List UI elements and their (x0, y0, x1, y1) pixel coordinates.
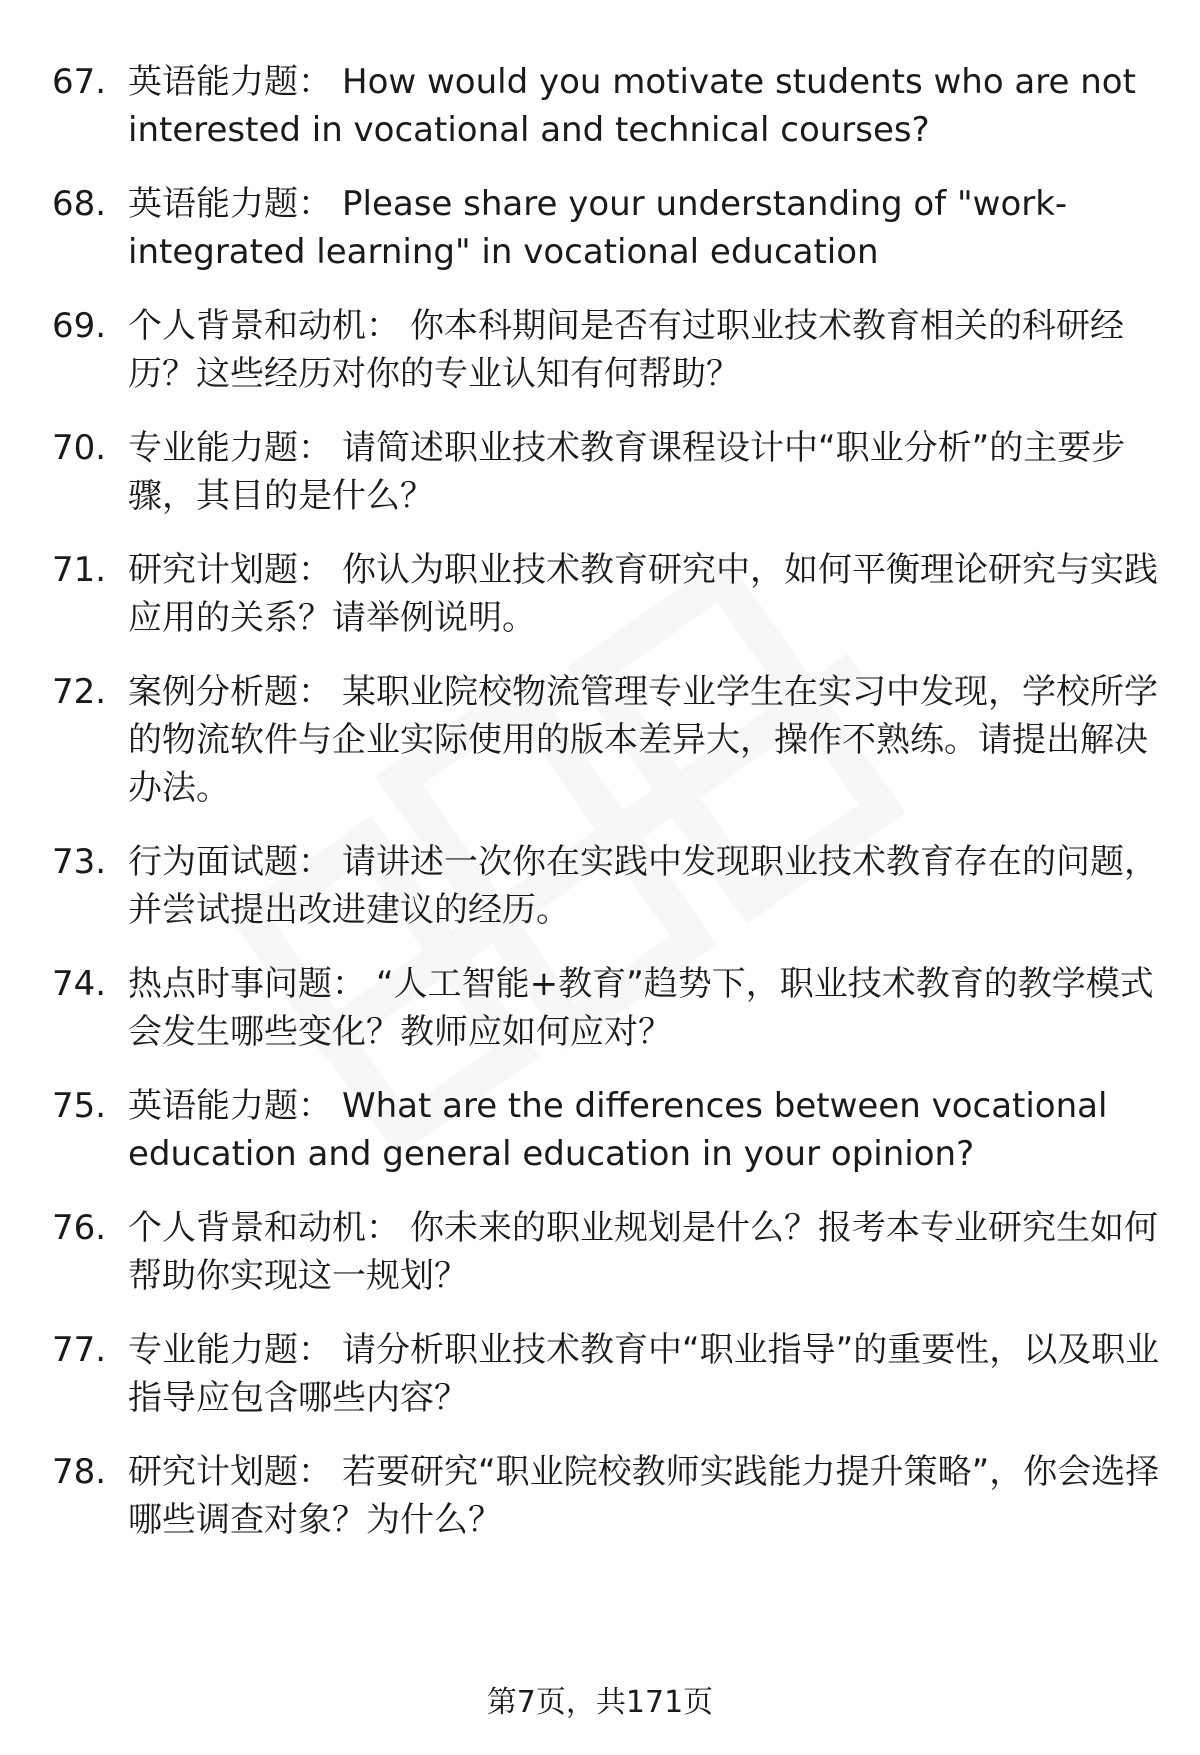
question-category: 英语能力题： (128, 62, 332, 102)
question-category: 专业能力题： (128, 1330, 332, 1370)
question-text: 你认为职业技术教育研究中，如何平衡理论研究与实践应用的关系？请举例说明。 (128, 550, 1158, 638)
question-number: 78. (52, 1452, 107, 1492)
question-text: 请分析职业技术教育中“职业指导”的重要性，以及职业指导应包含哪些内容？ (128, 1330, 1160, 1418)
question-number: 73. (52, 842, 107, 882)
question-category: 研究计划题： (128, 1452, 332, 1492)
question-text: “人工智能+教育”趋势下，职业技术教育的教学模式会发生哪些变化？教师应如何应对？ (128, 964, 1154, 1052)
list-item (0, 1082, 1200, 1178)
list-item (0, 180, 1200, 276)
list-item (0, 960, 1200, 1056)
question-text: 你未来的职业规划是什么？报考本专业研究生如何帮助你实现这一规划？ (128, 1208, 1158, 1296)
question-text: Please share your understanding of "work-integrated learning" in vocational education (128, 184, 1068, 272)
question-text: 请简述职业技术教育课程设计中“职业分析”的主要步骤，其目的是什么？ (128, 428, 1126, 516)
page-indicator: 第7页，共171页 (486, 1685, 714, 1720)
question-number: 69. (52, 306, 107, 346)
question-category: 案例分析题： (128, 672, 332, 712)
question-number: 67. (52, 62, 107, 102)
question-number: 71. (52, 550, 107, 590)
question-number: 77. (52, 1330, 107, 1370)
question-text: How would you motivate students who are not interested in vocational and technical courses? (128, 62, 1136, 150)
question-category: 研究计划题： (128, 550, 332, 590)
question-category: 行为面试题： (128, 842, 332, 882)
question-text: 请讲述一次你在实践中发现职业技术教育存在的问题，并尝试提出改进建议的经历。 (128, 842, 1158, 930)
list-item (0, 302, 1200, 398)
question-text: 你本科期间是否有过职业技术教育相关的科研经历？这些经历对你的专业认知有何帮助？ (128, 306, 1124, 394)
question-text: 某职业院校物流管理专业学生在实习中发现，学校所学的物流软件与企业实际使用的版本差异大，操作不熟练。请提出解决办法。 (128, 672, 1158, 808)
question-number: 75. (52, 1086, 107, 1126)
question-number: 72. (52, 672, 107, 712)
question-category: 专业能力题： (128, 428, 332, 468)
question-category: 热点时事问题： (128, 964, 366, 1004)
question-text: What are the differences between vocational education and general education in your opinion? (128, 1086, 1108, 1174)
list-item (0, 1448, 1200, 1544)
question-category: 个人背景和动机： (128, 306, 400, 346)
list-item (0, 546, 1200, 642)
list-item (0, 424, 1200, 520)
question-number: 74. (52, 964, 107, 1004)
question-list (0, 58, 1200, 1570)
question-number: 68. (52, 184, 107, 224)
list-item (0, 838, 1200, 934)
list-item (0, 668, 1200, 812)
question-category: 英语能力题： (128, 184, 332, 224)
list-item (0, 1204, 1200, 1300)
question-number: 70. (52, 428, 107, 468)
question-category: 英语能力题： (128, 1086, 332, 1126)
list-item (0, 58, 1200, 154)
question-category: 个人背景和动机： (128, 1208, 400, 1248)
question-text: 若要研究“职业院校教师实践能力提升策略”，你会选择哪些调查对象？为什么？ (128, 1452, 1160, 1540)
list-item (0, 1326, 1200, 1422)
question-number: 76. (52, 1208, 107, 1248)
